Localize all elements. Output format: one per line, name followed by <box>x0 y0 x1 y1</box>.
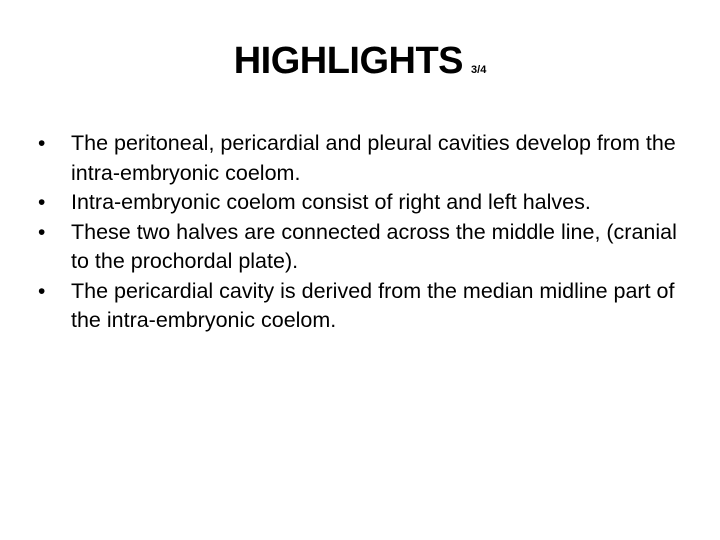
bullet-text: Intra-embryonic coelom consist of right and left halves. <box>71 190 591 214</box>
bullet-icon: • <box>38 191 46 214</box>
bullet-icon: • <box>38 220 46 244</box>
bullet-list <box>38 129 678 336</box>
bullet-text: The peritoneal, pericardial and pleural cavities develop from the intra-embryonic coelom. <box>71 131 676 185</box>
bullet-text: The pericardial cavity is derived from the median midline part of the intra-embryonic coelom. <box>71 278 675 332</box>
bullet-item <box>38 188 678 218</box>
bullet-item <box>38 277 678 336</box>
slide-page-indicator: 3/4 <box>471 64 487 76</box>
bullet-text: These two halves are connected across the middle line, (cranial to the prochordal plate). <box>71 219 677 273</box>
bullet-item <box>38 129 678 188</box>
bullet-icon: • <box>38 132 46 155</box>
bullet-icon: • <box>38 279 46 303</box>
slide-title-bar <box>0 42 720 80</box>
bullet-item <box>38 218 678 277</box>
slide-title: HIGHLIGHTS <box>233 40 464 82</box>
